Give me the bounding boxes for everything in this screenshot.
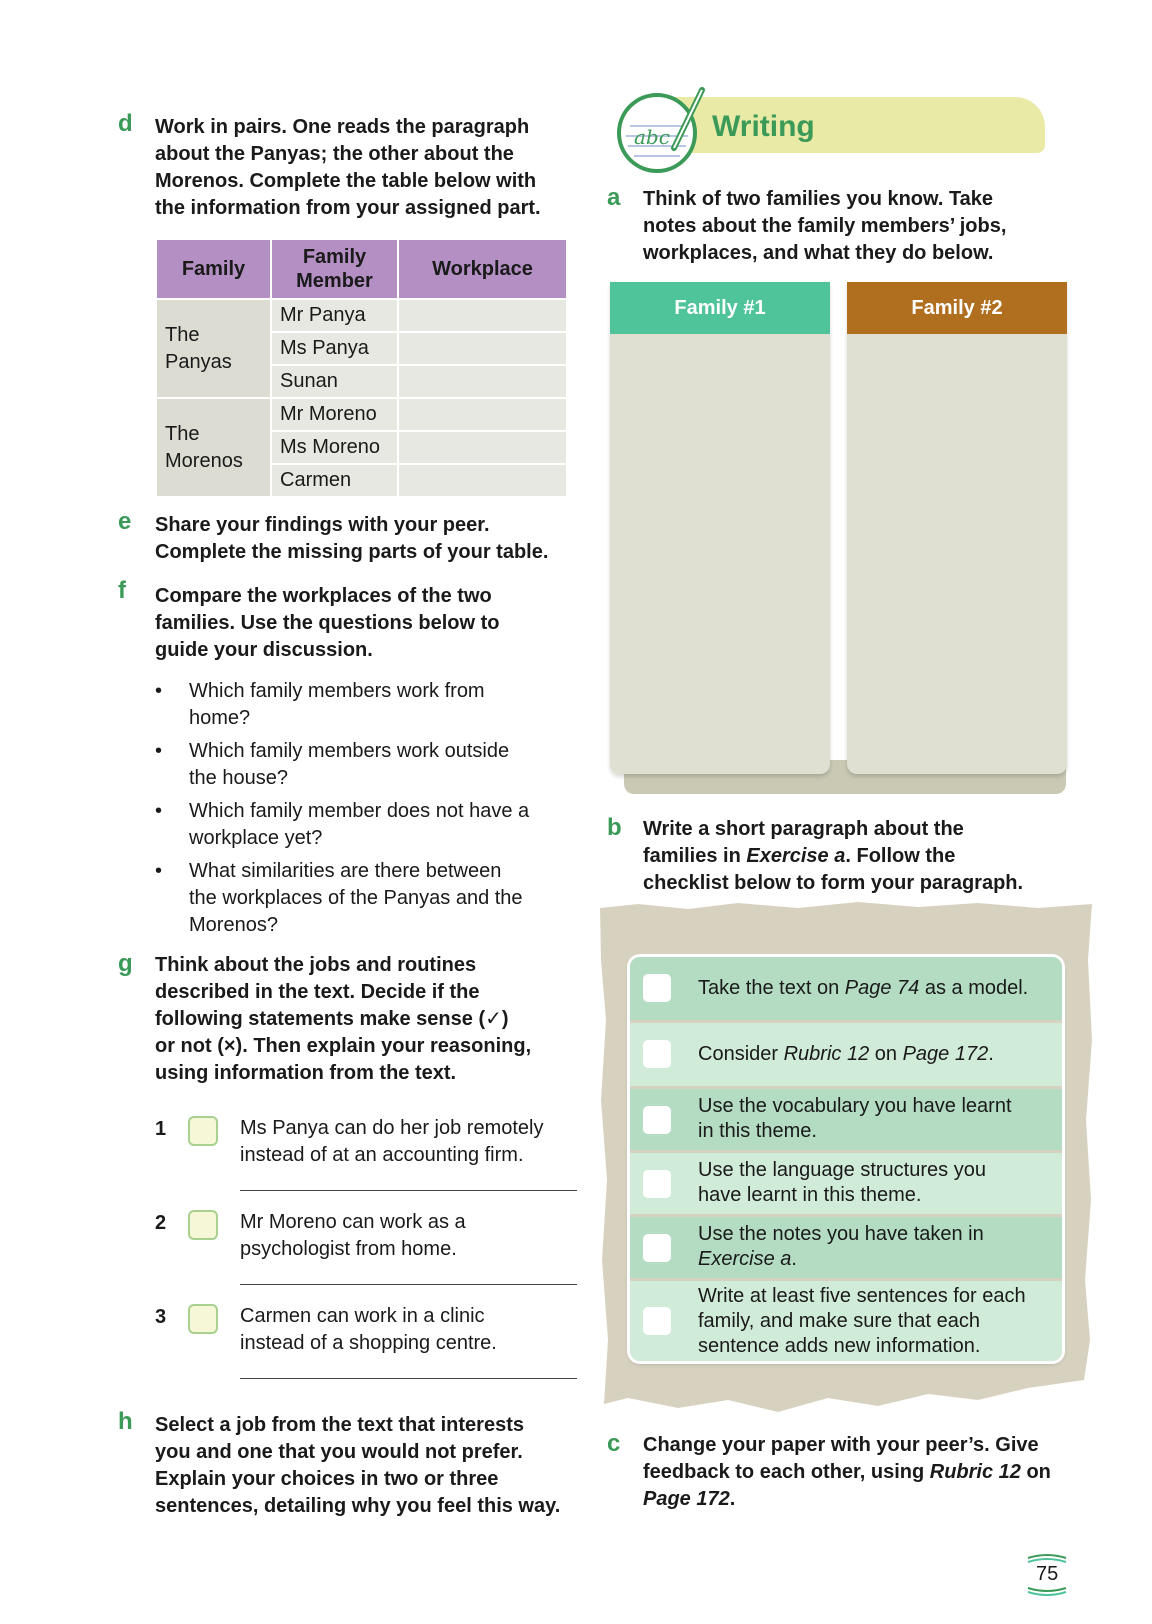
checkbox[interactable] bbox=[643, 1106, 671, 1134]
tick-box[interactable] bbox=[188, 1210, 218, 1240]
workplace-cell[interactable] bbox=[399, 333, 566, 364]
statement-number: 1 bbox=[155, 1118, 167, 1140]
family-1-notes-panel[interactable] bbox=[610, 282, 830, 774]
question-item: • Which family members work from home? bbox=[155, 678, 575, 732]
exercise-letter-c: c bbox=[607, 1430, 621, 1457]
tick-box[interactable] bbox=[188, 1304, 218, 1334]
workplace-cell[interactable] bbox=[399, 300, 566, 331]
checklist-row: Consider Rubric 12 on Page 172. bbox=[630, 1023, 1062, 1086]
checklist bbox=[630, 957, 1062, 1361]
exercise-c-instructions: Change your paper with your peer’s. Give feedback to each other, using Rubric 12 on Page 172. bbox=[643, 1434, 1051, 1510]
exercise-letter-g: g bbox=[118, 950, 133, 977]
member-cell: Ms Panya bbox=[272, 333, 397, 364]
statement-text: Carmen can work in a clinic instead of a shopping centre. bbox=[240, 1305, 497, 1354]
checklist-row: Write at least five sentences for each family, and make sure that each sentence adds new information. bbox=[630, 1281, 1062, 1361]
family-cell-panyas: The Panyas bbox=[157, 300, 270, 397]
question-item: • Which family members work outside the house? bbox=[155, 738, 575, 792]
workplace-cell[interactable] bbox=[399, 465, 566, 496]
exercise-h-instructions: Select a job from the text that interests you and one that you would not prefer. Explain your choices in two or three sentences, detailing why you feel this way. bbox=[155, 1414, 561, 1517]
family-2-notes-panel[interactable] bbox=[847, 282, 1067, 774]
checkbox[interactable] bbox=[643, 1170, 671, 1198]
header-workplace: Workplace bbox=[399, 240, 566, 298]
exercise-letter-d: d bbox=[118, 110, 133, 137]
answer-line[interactable] bbox=[240, 1378, 577, 1379]
discussion-questions bbox=[155, 678, 575, 945]
exercise-a-instructions: Think of two families you know. Take notes about the family members’ jobs, workplaces, and what they do below. bbox=[643, 188, 1007, 264]
header-family-member: Family Member bbox=[272, 240, 397, 298]
checklist-row: Use the language structures you have learnt in this theme. bbox=[630, 1153, 1062, 1214]
exercise-letter-h: h bbox=[118, 1408, 133, 1435]
workplace-cell[interactable] bbox=[399, 399, 566, 430]
exercise-f-instructions: Compare the workplaces of the two families. Use the questions below to guide your discussion. bbox=[155, 585, 500, 661]
family-cell-morenos: The Morenos bbox=[157, 399, 270, 496]
member-cell: Sunan bbox=[272, 366, 397, 397]
exercise-b-instructions: Write a short paragraph about the families in Exercise a. Follow the checklist below to form your paragraph. bbox=[643, 818, 1024, 894]
question-item: • What similarities are there between the workplaces of the Panyas and the Morenos? bbox=[155, 858, 575, 939]
member-cell: Carmen bbox=[272, 465, 397, 496]
exercise-letter-a: a bbox=[607, 184, 621, 211]
tick-box[interactable] bbox=[188, 1116, 218, 1146]
checklist-row: Take the text on Page 74 as a model. bbox=[630, 957, 1062, 1020]
question-item: • Which family member does not have a workplace yet? bbox=[155, 798, 575, 852]
workplace-cell[interactable] bbox=[399, 366, 566, 397]
answer-line[interactable] bbox=[240, 1284, 577, 1285]
checklist-row: Use the vocabulary you have learnt in this theme. bbox=[630, 1089, 1062, 1150]
workplace-cell[interactable] bbox=[399, 432, 566, 463]
checkbox[interactable] bbox=[643, 974, 671, 1002]
page-number: 75 bbox=[1036, 1563, 1059, 1585]
member-cell: Mr Moreno bbox=[272, 399, 397, 430]
checklist-row: Use the notes you have taken in Exercise a. bbox=[630, 1217, 1062, 1278]
checkbox[interactable] bbox=[643, 1040, 671, 1068]
exercise-letter-f: f bbox=[118, 577, 126, 604]
member-cell: Ms Moreno bbox=[272, 432, 397, 463]
exercise-letter-b: b bbox=[607, 814, 622, 841]
exercise-d-instructions: Work in pairs. One reads the paragraph about the Panyas; the other about the Morenos. Complete the table below with the information from your assigned part. bbox=[155, 116, 541, 219]
family-2-header: Family #2 bbox=[847, 282, 1067, 334]
statement-number: 3 bbox=[155, 1306, 167, 1328]
exercise-letter-e: e bbox=[118, 508, 132, 535]
checkbox[interactable] bbox=[643, 1234, 671, 1262]
statement-number: 2 bbox=[155, 1212, 167, 1234]
checkbox[interactable] bbox=[643, 1307, 671, 1335]
section-title: Writing bbox=[712, 110, 815, 143]
exercise-g-instructions: Think about the jobs and routines described in the text. Decide if the following statements make sense (✓) or not (×). Then explain your reasoning, using information from the text. bbox=[155, 954, 532, 1084]
svg-text:abc: abc bbox=[634, 125, 670, 149]
exercise-e-instructions: Share your findings with your peer. Complete the missing parts of your table. bbox=[155, 514, 549, 563]
statement-text: Mr Moreno can work as a psychologist from home. bbox=[240, 1211, 466, 1260]
family-table bbox=[155, 238, 568, 498]
member-cell: Mr Panya bbox=[272, 300, 397, 331]
answer-line[interactable] bbox=[240, 1190, 577, 1191]
statement-text: Ms Panya can do her job remotely instead of at an accounting firm. bbox=[240, 1117, 544, 1166]
header-family: Family bbox=[157, 240, 270, 298]
writing-logo-icon bbox=[612, 78, 712, 178]
family-1-header: Family #1 bbox=[610, 282, 830, 334]
